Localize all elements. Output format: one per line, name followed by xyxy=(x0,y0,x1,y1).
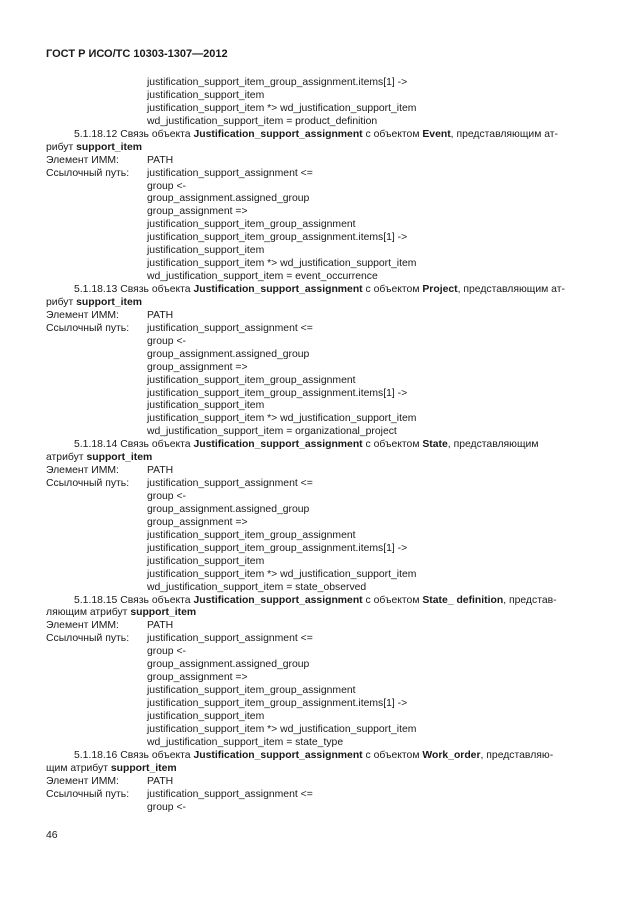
path-line: group_assignment.assigned_group xyxy=(147,503,310,515)
element-label: Элемент ИММ: xyxy=(46,465,119,477)
page-number: 46 xyxy=(46,830,58,841)
path-line: justification_support_assignment <= xyxy=(147,478,313,490)
path-line: justification_support_item_group_assignment.items[1] -> xyxy=(147,542,408,554)
mapping-element-row xyxy=(46,465,586,478)
path-line: group <- xyxy=(147,646,186,658)
path-line: justification_support_item_group_assignment xyxy=(147,529,356,541)
path-line: wd_justification_support_item = state_type xyxy=(147,736,344,748)
path-line: group <- xyxy=(147,801,186,813)
path-line: justification_support_assignment <= xyxy=(147,322,313,334)
clause-heading: 5.1.18.14 Связь объекта Justification_support_assignment с объектом State, представляющим xyxy=(74,439,539,451)
reference-path-row xyxy=(46,789,586,802)
path-line: justification_support_item_group_assignment.items[1] -> xyxy=(147,387,408,399)
reference-path-row xyxy=(46,323,586,336)
path-line: justification_support_item xyxy=(147,400,265,412)
path-line: wd_justification_support_item = organizational_project xyxy=(147,426,397,438)
clause-heading-continuation: атрибут support_item xyxy=(46,452,153,464)
element-value: PATH xyxy=(147,154,174,166)
path-line: justification_support_item xyxy=(147,710,265,722)
element-value: PATH xyxy=(147,775,174,787)
reference-path-row xyxy=(46,478,586,491)
path-line: justification_support_item *> wd_justification_support_item xyxy=(147,258,417,270)
reference-path-label: Ссылочный путь: xyxy=(46,322,130,334)
path-line: wd_justification_support_item = event_occurrence xyxy=(147,271,378,283)
element-label: Элемент ИММ: xyxy=(46,775,119,787)
path-line: group_assignment => xyxy=(147,361,248,373)
document-body xyxy=(46,77,586,814)
element-value: PATH xyxy=(147,309,174,321)
path-line: justification_support_assignment <= xyxy=(147,633,313,645)
path-line: wd_justification_support_item = product_definition xyxy=(147,115,378,127)
mapping-element-row xyxy=(46,155,586,168)
mapping-element-row xyxy=(46,310,586,323)
path-line: justification_support_item_group_assignment.items[1] -> xyxy=(147,77,408,88)
path-line: justification_support_item xyxy=(147,89,265,101)
reference-path-label: Ссылочный путь: xyxy=(46,633,130,645)
mapping-element-row xyxy=(46,776,586,789)
path-line: group <- xyxy=(147,180,186,192)
clause-heading-continuation: рибут support_item xyxy=(46,141,142,153)
path-line: group_assignment.assigned_group xyxy=(147,659,310,671)
path-line: justification_support_item_group_assignment.items[1] -> xyxy=(147,698,408,709)
reference-path-label: Ссылочный путь: xyxy=(46,788,130,800)
path-line: justification_support_assignment <= xyxy=(147,167,313,179)
element-value: PATH xyxy=(147,465,174,477)
path-line: justification_support_item_group_assignment.items[1] -> xyxy=(147,232,408,244)
path-line: group_assignment => xyxy=(147,672,248,684)
path-line: group <- xyxy=(147,335,186,347)
path-line: group_assignment.assigned_group xyxy=(147,193,310,205)
path-line: justification_support_item *> wd_justification_support_item xyxy=(147,102,417,114)
reference-path-row xyxy=(46,633,586,646)
path-line: justification_support_item xyxy=(147,555,265,567)
clause-heading: 5.1.18.12 Связь объекта Justification_support_assignment с объектом Event, представляющим ат- xyxy=(74,128,558,140)
path-line: group_assignment.assigned_group xyxy=(147,348,310,360)
path-line: justification_support_item *> wd_justification_support_item xyxy=(147,413,417,425)
path-line: group <- xyxy=(147,491,186,502)
path-line: wd_justification_support_item = state_observed xyxy=(147,581,367,593)
clause-heading-continuation: рибут support_item xyxy=(46,296,142,308)
path-line: justification_support_item xyxy=(147,245,265,257)
reference-path-label: Ссылочный путь: xyxy=(46,478,130,490)
element-label: Элемент ИММ: xyxy=(46,309,119,321)
reference-path-label: Ссылочный путь: xyxy=(46,167,130,179)
path-line: justification_support_item_group_assignment xyxy=(147,374,356,386)
clause-heading: 5.1.18.13 Связь объекта Justification_support_assignment с объектом Project, представляющим ат- xyxy=(74,284,565,295)
element-label: Элемент ИММ: xyxy=(46,154,119,166)
path-line: group_assignment => xyxy=(147,206,248,218)
clause-heading-continuation: щим атрибут support_item xyxy=(46,762,177,774)
element-value: PATH xyxy=(147,620,174,632)
path-line: justification_support_item_group_assignment xyxy=(147,219,356,231)
clause-heading: 5.1.18.15 Связь объекта Justification_support_assignment с объектом State_ definition, представ- xyxy=(74,594,557,606)
path-line: group_assignment => xyxy=(147,516,248,528)
path-line: justification_support_item_group_assignment xyxy=(147,685,356,697)
clause-heading: 5.1.18.16 Связь объекта Justification_support_assignment с объектом Work_order, представляю- xyxy=(74,749,554,761)
mapping-element-row xyxy=(46,620,586,633)
element-label: Элемент ИММ: xyxy=(46,620,119,632)
path-line: justification_support_assignment <= xyxy=(147,788,313,800)
clause-heading-continuation: ляющим атрибут support_item xyxy=(46,607,197,619)
path-line: justification_support_item *> wd_justification_support_item xyxy=(147,723,417,735)
page-header: ГОСТ Р ИСО/ТС 10303-1307—2012 xyxy=(46,48,228,60)
reference-path-row xyxy=(46,168,586,181)
path-line: justification_support_item *> wd_justification_support_item xyxy=(147,568,417,580)
